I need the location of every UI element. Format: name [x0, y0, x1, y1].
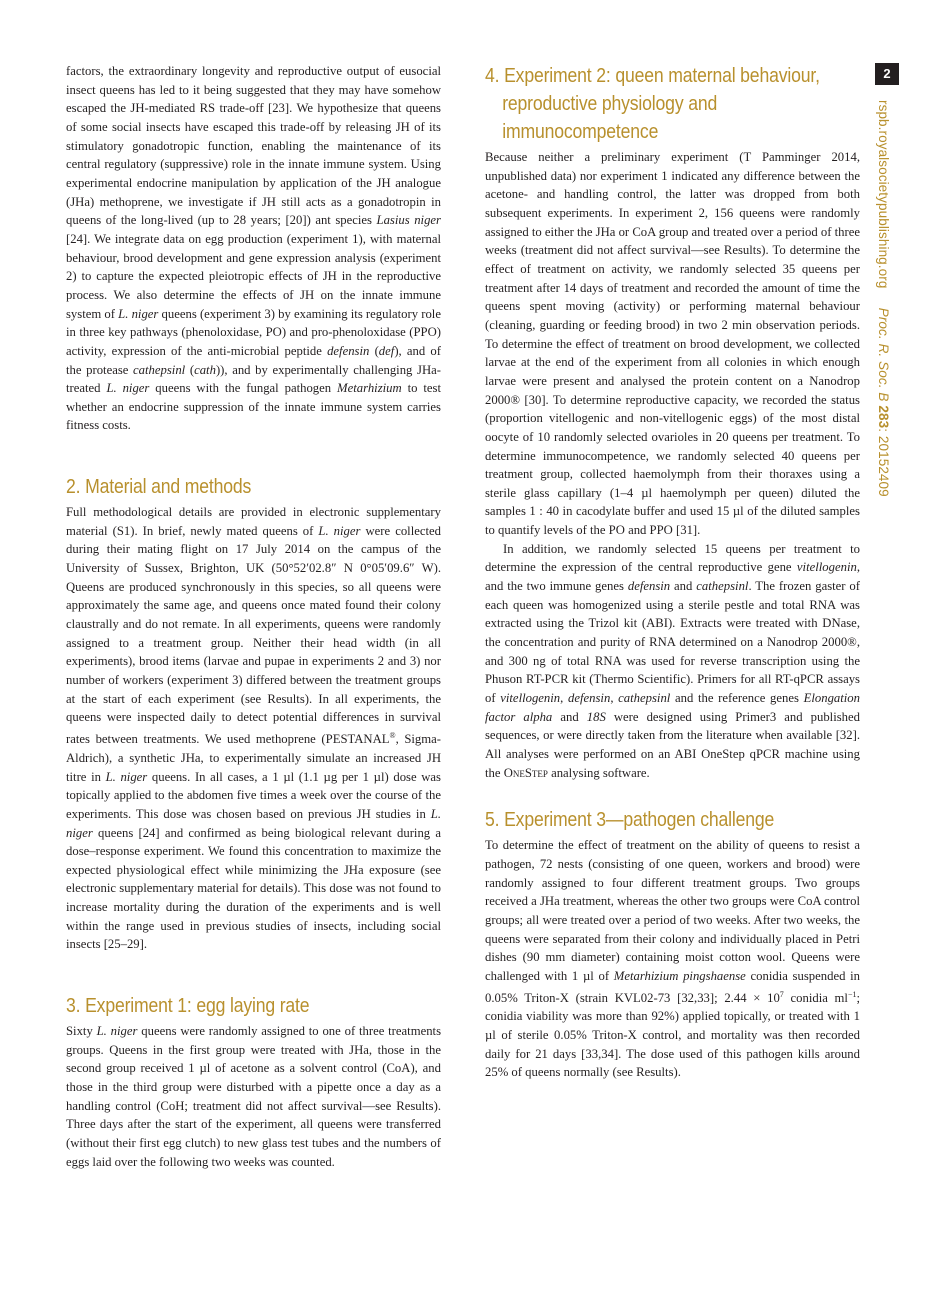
experiment-3-paragraph: To determine the effect of treatment on the ability of queens to resist a pathogen, 72 nests (consisting of one queen, workers and brood) were randomly assigned to four different treatment groups. Two groups received a JHa treatment, whereas the other two groups were CoA control groups; all were treated over a period of two weeks. After two weeks, the queens were separated from their colony and individually placed in Petri dishes (90 mm diameter) containing moist cotton wool. Queens were challenged with 1 µl of Metarhizium pingshaense conidia suspended in 0.05% Triton-X (strain KVL02-73 [32,33]; $2.44 \times 10^7$ conidia $ml^{-1}$; conidia viability was more than 92%) applied topically, or treated with 1 µl of sterile 0.05% Triton-X control, and mortality was then recorded daily for 21 days [33,34]. The dose used of this pathogen kills around 25% of queens normally (see Results).: [485, 838, 860, 1080]
section-heading-experiment-2: 4. Experiment 2: queen maternal behaviour, reproductive physiology and immunocompetence: [485, 64, 820, 143]
journal-name: Proc. R. Soc. B: [876, 307, 891, 402]
journal-url[interactable]: rspb.royalsocietypublishing.org: [876, 100, 891, 289]
section-heading-experiment-1: 3. Experiment 1: egg laying rate: [66, 994, 310, 1018]
journal-article-id: : 20152409: [876, 428, 891, 497]
section-heading-experiment-3: 5. Experiment 3—pathogen challenge: [485, 808, 775, 832]
experiment-1-paragraph: Sixty L. niger queens were randomly assigned to one of three treatments groups. Queens in the first group were treated with JHa, those in the second group received 1 µl of acetone as a solvent control (CoA), and those in the third group were disturbed with a pipette once a day as a handling control (CoH; treatment did not affect survival—see Results). Three days after the start of the experiment, all queens were transferred (without their first egg clutch) to new glass test tubes and the numbers of eggs laid over the following two weeks was counted.: [66, 1024, 442, 1169]
left-column: [66, 62, 441, 1171]
experiment-2-paragraph-2: In addition, we randomly selected 15 queens per treatment to determine the expression of the central reproductive gene vitellogenin, and the two immune genes defensin and cathepsinl. The frozen gaster of each queen was homogenized using a sterile pestle and total RNA was extracted using the Trizol kit (ABI). Extracts were treated with DNase, the concentration and purity of RNA determined on a Nanodrop 2000®, and 300 ng of total RNA was used for reverse transcription using the Phuson RT-PCR kit (Thermo Scientific). Primers for all RT-qPCR assays of vitellogenin, defensin, cathepsinl and the reference genes Elongation factor alpha and 18S were designed using Primer3 and published sequences, or were directly taken from the literature when available [32]. All analyses were performed on an ABI OneStep qPCR machine using the OneStep analysing software.: [485, 541, 860, 780]
journal-volume: 283: [876, 405, 891, 429]
intro-paragraph: factors, the extraordinary longevity and reproductive output of eusocial insect queens has led to it being suggested that they may have somehow escaped the JH-mediated RS trade-off [23]. We hypothesize that queens of some social insects have escaped this trade-off by releasing JH of its stimulatory gonadotropic function, enabling the maintenance of its central regulatory (suppressive) role in the innate immune system. Using experimental endocrine manipulation by application of the JH analogue (JHa) methoprene, we investigate if JH still acts as a gonadotropin in queens of the long-lived (up to 28 years; [20]) ant species Lasius niger [24]. We integrate data on egg production (experiment 1), with maternal behaviour, brood development and gene expression analysis (experiment 2) to capture the expected pleiotropic effects of JH in the reproductive process. We also determine the effects of JH on the innate immune system of L. niger queens (experiment 3) by examining its regulatory role in three key pathways (phenoloxidase, PO) and pro-phenoloxidase (PPO) activity, expression of the anti-microbial peptide defensin (def), and of the protease cathepsinl (cath)), and by experimentally challenging JHa-treated L. niger queens with the fungal pathogen Metarhizium to test whether an endocrine suppression of the innate immune system carries fitness costs.: [66, 64, 441, 433]
page-number: 2: [875, 63, 899, 85]
section-heading-material-methods: 2. Material and methods: [66, 475, 252, 499]
experiment-2-paragraph-1: Because neither a preliminary experiment (T Pamminger 2014, unpublished data) nor experiment 1 indicated any difference between the acetone- and handling control, the latter was dropped from both subsequent experiments. In experiment 2, 156 queens were randomly assigned to either the JHa or CoA group and treated over a period of three weeks (treatment did not affect survival—see Results). To determine the effect of treatment on activity, we randomly selected 35 queens per treatment after 14 days of treatment and recorded the amount of time the queens spent moving (activity) or performing maternal behaviour (cleaning, guarding or feeding brood) in two 2 min observation periods. To determine the effect of treatment on brood development, we collected larvae at the end of the experiment from all colonies in which enough larvae were present and analysed the protein content on a Nanodrop 2000® [30]. To determine reproductive capacity, we recorded the status (proportion vitellogenic and non-vitellogenic eggs) of the most distal oocyte of 10 randomly selected ovarioles in 20 queens per treatment. To determine immunocompetence, we randomly selected 40 queens per treatment group, collected haemolymph from their thoraxes using a sterile glass capillary (1–4 µl haemolymph per queen) diluted the samples 1 : 40 in cacodylate buffer and used 15 µl of the diluted samples to quantify levels of the PO and PPO [31].: [485, 150, 860, 538]
right-column: [485, 62, 860, 1082]
material-methods-paragraph: Full methodological details are provided in electronic supplementary material (S1). In brief, newly mated queens of L. niger were collected during their mating flight on 17 July 2014 on the campus of the University of Sussex, Brighton, UK (50°52′02.8″ N 0°05′09.6″ W). Queens are produced synchronously in this species, so all queens were approximately the same age, and queens once mated found their colony claustrally and do not remate. In all experiments, queens were randomly assigned to a treatment group. Neither their head width (in all experiments), brood items (larvae and pupae in experiments 2 and 3) nor number of workers (experiment 3) differed between the treatment groups at the start of each experiment (see Results). In all experiments, the queens were inspected daily to detect potential differences in survival rates between treatments. We used methoprene (PESTANAL®, Sigma-Aldrich), a synthetic JHa, to experimentally simulate an increased JH titre in L. niger queens. In all cases, a 1 µl (1.1 µg per 1 µl) dose was topically applied to the abdomen five times a week over the course of the experiments. This dose was chosen based on previous JH studies in L. niger queens [24] and confirmed as being biological relevant during a dose–response experiment. We found this concentration to maximize the expected physiological effect while minimizing the JHa exposure (see electronic supplementary material for details). This dose was not found to increase mortality during the duration of the experiments and is well within the range used in previous studies of insects, including social insects [25–29].: [66, 505, 441, 952]
journal-side-strip: [876, 100, 891, 497]
